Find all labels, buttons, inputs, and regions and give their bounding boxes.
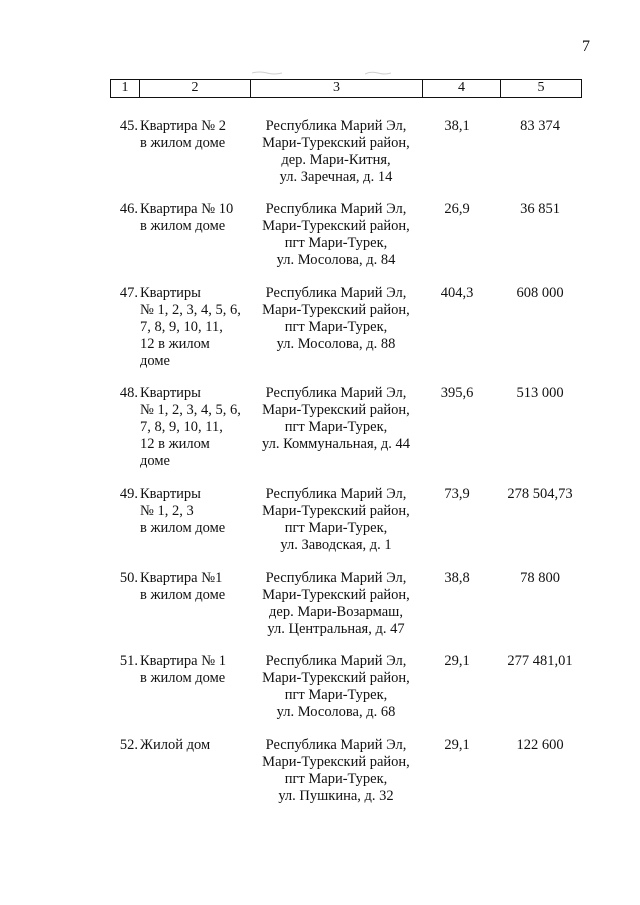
object-address <box>250 201 422 269</box>
object-cost: 83 374 <box>520 118 560 134</box>
row-number: 45. <box>119 118 138 134</box>
address-line: Мари-Турекский район, <box>262 135 410 151</box>
object-cost: 36 851 <box>520 201 560 217</box>
object-name-line: в жилом доме <box>140 670 226 686</box>
object-name-line: Квартира № 1 <box>140 653 226 669</box>
object-name <box>140 653 252 687</box>
object-area: 404,3 <box>440 285 474 301</box>
header-col-4: 4 <box>422 80 500 97</box>
address-line: ул. Мосолова, д. 84 <box>276 252 396 268</box>
object-area: 38,8 <box>444 570 470 586</box>
object-name <box>140 201 252 235</box>
scan-artifact-mark <box>252 71 282 75</box>
address-line: пгт Мари-Турек, <box>284 419 388 435</box>
address-line: пгт Мари-Турек, <box>284 520 388 536</box>
address-line: Мари-Турекский район, <box>262 302 410 318</box>
object-name-line: в жилом доме <box>140 520 226 536</box>
address-line: Мари-Турекский район, <box>262 503 410 519</box>
object-name-line: доме <box>140 353 170 369</box>
object-name <box>140 118 252 152</box>
object-address <box>250 486 422 554</box>
object-name-line: 12 в жилом <box>140 336 210 352</box>
address-line: ул. Заречная, д. 14 <box>279 169 393 185</box>
object-address <box>250 385 422 453</box>
object-area: 29,1 <box>444 737 470 753</box>
address-line: Мари-Турекский район, <box>262 402 410 418</box>
object-name-line: в жилом доме <box>140 587 226 603</box>
address-line: Мари-Турекский район, <box>262 754 410 770</box>
address-line: Мари-Турекский район, <box>262 218 410 234</box>
address-line: ул. Мосолова, д. 88 <box>276 336 396 352</box>
address-line: пгт Мари-Турек, <box>284 771 388 787</box>
address-line: Мари-Турекский район, <box>262 670 410 686</box>
address-line: Республика Марий Эл, <box>265 570 407 586</box>
object-cost: 277 481,01 <box>507 653 573 669</box>
object-name <box>140 486 252 537</box>
address-line: ул. Заводская, д. 1 <box>280 537 392 553</box>
address-line: Республика Марий Эл, <box>265 201 407 217</box>
object-name-line: Жилой дом <box>140 737 211 753</box>
address-line: дер. Мари-Китня, <box>281 152 391 168</box>
address-line: Мари-Турекский район, <box>262 587 410 603</box>
object-name <box>140 385 252 470</box>
object-area: 395,6 <box>440 385 474 401</box>
address-line: Республика Марий Эл, <box>265 285 407 301</box>
row-number: 52. <box>119 737 138 753</box>
object-name-line: Квартира № 2 <box>140 118 226 134</box>
address-line: пгт Мари-Турек, <box>284 687 388 703</box>
object-cost: 278 504,73 <box>507 486 573 502</box>
address-line: пгт Мари-Турек, <box>284 235 388 251</box>
scan-artifact-mark <box>365 71 391 75</box>
header-col-1: 1 <box>121 80 129 95</box>
object-name-line: Квартира № 10 <box>140 201 234 217</box>
address-line: ул. Центральная, д. 47 <box>267 621 405 637</box>
object-name-line: № 1, 2, 3, 4, 5, 6, <box>140 302 241 318</box>
address-line: пгт Мари-Турек, <box>284 319 388 335</box>
object-name-line: в жилом доме <box>140 135 226 151</box>
address-line: Республика Марий Эл, <box>265 118 407 134</box>
object-name-line: Квартиры <box>140 285 201 301</box>
object-cost: 608 000 <box>516 285 564 301</box>
object-name-line: Квартиры <box>140 385 201 401</box>
object-name-line: Квартира №1 <box>140 570 223 586</box>
object-cost: 513 000 <box>516 385 564 401</box>
object-name <box>140 570 252 604</box>
object-address <box>250 737 422 805</box>
object-address <box>250 285 422 353</box>
object-area: 73,9 <box>444 486 470 502</box>
address-line: ул. Пушкина, д. 32 <box>278 788 394 804</box>
row-number: 51. <box>119 653 138 669</box>
address-line: Республика Марий Эл, <box>265 653 407 669</box>
object-cost: 122 600 <box>516 737 564 753</box>
object-name <box>140 737 252 754</box>
page-number: 7 <box>582 38 590 55</box>
header-col-2: 2 <box>139 80 250 97</box>
row-number: 49. <box>119 486 138 502</box>
object-name-line: в жилом доме <box>140 218 226 234</box>
header-col-3: 3 <box>250 80 422 97</box>
address-line: ул. Мосолова, д. 68 <box>276 704 396 720</box>
object-name-line: Квартиры <box>140 486 201 502</box>
object-name-line: 7, 8, 9, 10, 11, <box>140 319 223 335</box>
address-line: дер. Мари-Возармаш, <box>269 604 403 620</box>
address-line: ул. Коммунальная, д. 44 <box>261 436 411 452</box>
table-header <box>110 79 582 98</box>
row-number: 46. <box>119 201 138 217</box>
object-name <box>140 285 252 370</box>
object-name-line: № 1, 2, 3, 4, 5, 6, <box>140 402 241 418</box>
address-line: Республика Марий Эл, <box>265 486 407 502</box>
address-line: Республика Марий Эл, <box>265 737 407 753</box>
address-line: Республика Марий Эл, <box>265 385 407 401</box>
object-name-line: доме <box>140 453 170 469</box>
object-area: 29,1 <box>444 653 470 669</box>
object-address <box>250 118 422 186</box>
row-number: 47. <box>119 285 138 301</box>
object-address <box>250 570 422 638</box>
object-name-line: № 1, 2, 3 <box>140 503 194 519</box>
object-name-line: 12 в жилом <box>140 436 210 452</box>
object-name-line: 7, 8, 9, 10, 11, <box>140 419 223 435</box>
row-number: 48. <box>119 385 138 401</box>
header-col-5: 5 <box>500 80 581 97</box>
object-address <box>250 653 422 721</box>
object-area: 38,1 <box>444 118 470 134</box>
object-area: 26,9 <box>444 201 470 217</box>
row-number: 50. <box>119 570 138 586</box>
object-cost: 78 800 <box>520 570 560 586</box>
